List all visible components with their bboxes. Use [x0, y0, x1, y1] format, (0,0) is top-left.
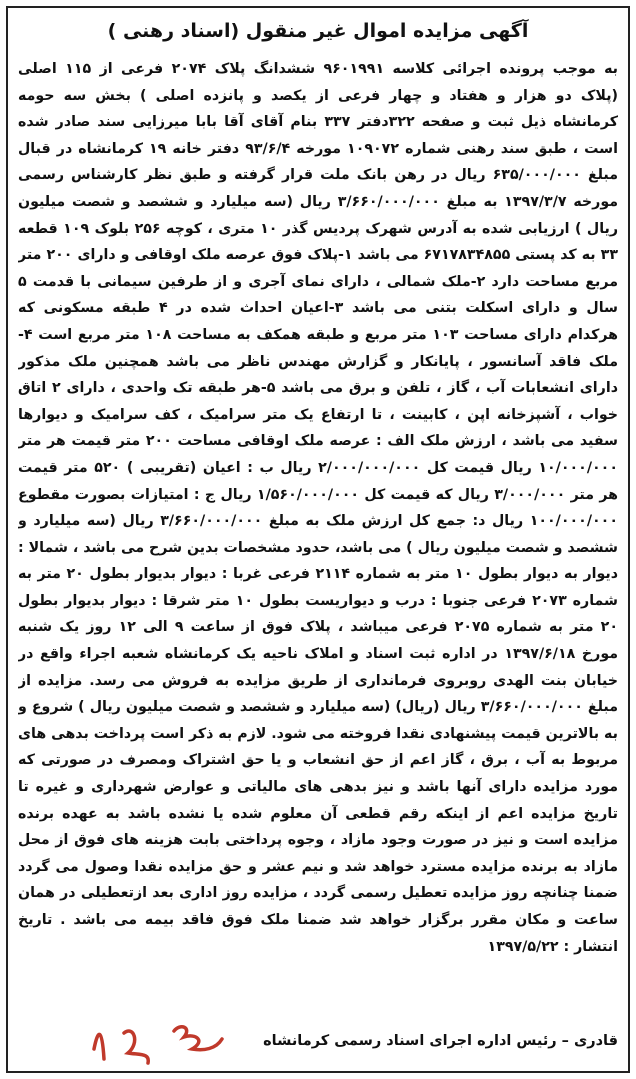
handwritten-stroke-2	[124, 1031, 148, 1063]
handwritten-number-mark	[88, 1019, 228, 1067]
handwritten-stroke-1	[94, 1034, 104, 1059]
auction-notice	[6, 6, 630, 1073]
signature-line: قادری – رئیس اداره اجرای اسناد رسمی کرمانشاه	[263, 1033, 618, 1049]
handwritten-stroke-3	[174, 1027, 222, 1050]
notice-body	[18, 56, 618, 974]
notice-footer	[18, 1019, 618, 1063]
publish-date-label: تاریخ انتشار :	[18, 912, 618, 955]
notice-body-text: به موجب پرونده اجرائی کلاسه ۹۶۰۱۹۹۱ ششدانگ پلاک ۲۰۷۴ فرعی از ۱۱۵ اصلی (پلاک دو هزار و هفتاد و چهار فرعی از یکصد و پانزده اصلی ) بخش سه حومه کرمانشاه ذیل ثبت و صفحه ۳۲۲دفتر ۳۳۷ بنام آقای آقا بابا میرزایی سند صادر شده است ، طبق سند رهنی شماره ۱۰۹۰۷۲ مورخه ۹۳/۶/۴ دفتر خانه ۱۹ کرمانشاه در قبال مبلغ ۶۳۵/۰۰۰/۰۰۰ ریال در رهن بانک ملت قرار گرفته و طبق نظر کارشناس رسمی مورخه ۱۳۹۷/۳/۷ به مبلغ ۳/۶۶۰/۰۰۰/۰۰۰ ریال (سه میلیارد و ششصد و شصت میلیون ریال ) ارزیابی شده به آدرس شهرک پردیس گذر ۱۰ متری ، کوچه ۲۵۶ بلوک ۱۰۹ قطعه ۳۳ به کد پستی ۶۷۱۷۸۳۴۸۵۵ می باشد ۱-پلاک فوق عرصه ملک اوقافی و دارای ۲۰۰ متر مربع مساحت دارد ۲-ملک شمالی ، دارای نمای آجری و از طرفین سیمانی با قدمت ۵ سال و دارای اسکلت بتنی می باشد ۳-اعیان احداث شده در ۴ طبقه مسکونی که هرکدام دارای مساحت ۱۰۳ متر مربع و طبقه همکف به مساحت ۱۰۸ متر مربع است ۴-ملک فاقد آسانسور ، پایانکار و گزارش مهندس ناظر می باشد همچنین ملک مذکور دارای انشعابات آب ، گاز ، تلفن و برق می باشد ۵-هر طبقه تک واحدی ، دارای ۲ اتاق خواب ، آشپزخانه اپن ، کابینت ، تا ارتفاع یک متر سرامیک ، کف سرامیک و دیوارها سفید می باشد ، ارزش ملک الف : عرصه ملک اوقافی مساحت ۲۰۰ متر قیمت هر متر ۱۰/۰۰۰/۰۰۰ ریال قیمت کل ۲/۰۰۰/۰۰۰/۰۰۰ ریال ب : اعیان (تقریبی ) ۵۲۰ متر قیمت هر متر ۳/۰۰۰/۰۰۰ ریال که قیمت کل ۱/۵۶۰/۰۰۰/۰۰۰ ریال ج : امتیازات بصورت مقطوع ۱۰۰/۰۰۰/۰۰۰ ریال د: جمع کل ارزش ملک به مبلغ ۳/۶۶۰/۰۰۰/۰۰۰ ریال (سه میلیارد و ششصد و شصت میلیون ریال ) می باشد، حدود مشخصات بدین شرح می باشد ، شمالا : دیوار به دیوار بطول ۱۰ متر به شماره ۲۱۱۴ فرعی غربا : دیوار بدیوار بطول ۲۰ متر به شماره ۲۰۷۳ فرعی جنوبا : درب و دیواریست بطول ۱۰ متر شرقا : دیوار بدیوار بطول ۲۰ متر به شماره ۲۰۷۵ فرعی میباشد ، پلاک فوق از ساعت ۹ الی ۱۲ روز یک شنبه مورخ ۱۳۹۷/۶/۱۸ در اداره ثبت اسناد و املاک ناحیه یک کرمانشاه شعبه اجراء واقع در خیابان بنت الهدی روبروی فرمانداری از طریق مزایده به فروش می رسد. مزایده از مبلغ ۳/۶۶۰/۰۰۰/۰۰۰ ریال (ریال) (سه میلیارد و ششصد و شصت میلیون ریال ) شروع و به بالاترین قیمت پیشنهادی نقدا فروخته می شود. لازم به ذکر است پرداخت بدهی های مربوط به آب ، برق ، گاز اعم از حق انشعاب و یا حق اشتراک ومصرف در صورتی که مورد مزایده دارای آنها باشد و نیز بدهی های مالیاتی و عوارض شهرداری و غیره تا تاریخ مزایده اعم از اینکه رقم قطعی آن معلوم شده یا نشده باشد به عهده برنده مزایده است و نیز در صورت وجود مازاد ، وجوه پرداختی بابت هزینه های فوق از محل مازاد به برنده مزایده مسترد خواهد شد و نیم عشر و حق مزایده نقدا وصول می گردد ضمنا چنانچه روز مزایده تعطیل رسمی گردد ، مزایده روز اداری بعد ازتعطیلی در همان ساعت و مکان مقرر برگزار خواهد شد ضمنا ملک فوق فاقد بیمه می باشد .	[18, 61, 618, 928]
publish-date-value: ۱۳۹۷/۵/۲۲	[487, 938, 559, 955]
notice-title: آگهی مزایده اموال غیر منقول (اسناد رهنی )	[107, 20, 529, 42]
